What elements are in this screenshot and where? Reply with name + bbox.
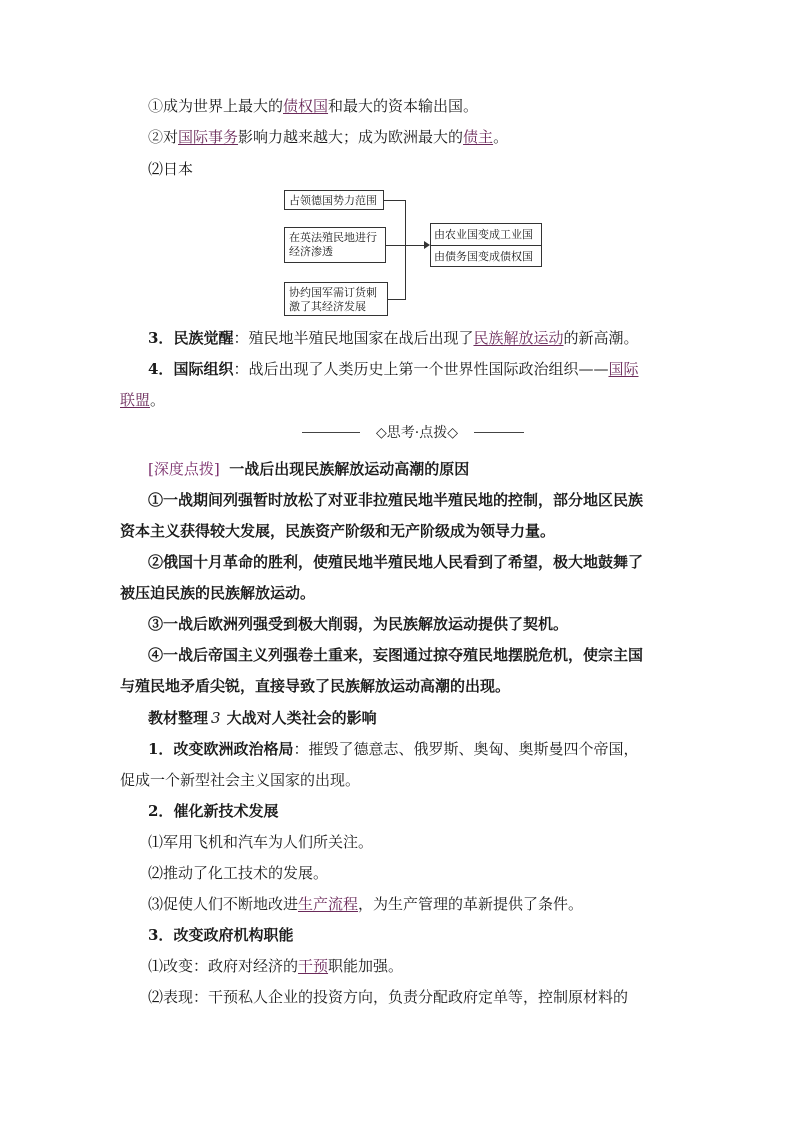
text-line [148, 127, 508, 147]
item-title: 民族觉醒 [173, 329, 234, 347]
section-heading [148, 708, 377, 728]
underlined-term: 国际事务 [178, 128, 239, 146]
diagram-result-2: 由债务国变成债权国 [434, 250, 533, 263]
item-number: 3． [148, 329, 174, 347]
text-line: ①一战期间列强暂时放松了对亚非拉殖民地半殖民地的控制，部分地区民族 [148, 491, 644, 509]
connector [405, 200, 406, 300]
text: ①成为世界上最大的 [148, 97, 284, 115]
text-line [148, 739, 638, 759]
text: ②对 [148, 128, 179, 146]
text-line [148, 328, 639, 348]
text-line: 被压迫民族的民族解放运动。 [120, 584, 316, 602]
text: ：摧毁了德意志、俄罗斯、奥匈、奥斯曼四个帝国， [293, 740, 639, 758]
text: ⑶促使人们不断地改进 [148, 895, 299, 913]
text: 大战对人类社会的影响 [226, 709, 377, 727]
text-line: ⑵日本 [148, 160, 194, 178]
item-title: 改变欧洲政治格局 [173, 740, 294, 758]
text: 和最大的资本输出国。 [328, 97, 479, 115]
section-divider-label: ◇思考·点拨◇ [376, 425, 458, 441]
diagram-box-right [430, 223, 542, 267]
diagram-box-left-1: 占领德国势力范围 [284, 190, 384, 210]
text-line: ⑵表现：干预私人企业的投资方向，负责分配政府定单等，控制原材料的 [148, 988, 629, 1006]
text-line: 促成一个新型社会主义国家的出现。 [120, 771, 361, 789]
underlined-term: 干预 [298, 957, 329, 975]
connector [388, 299, 405, 300]
text-line: ③一战后欧洲列强受到极大削弱，为民族解放运动提供了契机。 [148, 615, 569, 633]
underlined-term: 民族解放运动 [473, 329, 564, 347]
text: 3 [211, 709, 221, 727]
text-line: ⑵推动了化工技术的发展。 [148, 864, 329, 882]
text-line [148, 956, 403, 976]
text-line: ⑴军用飞机和汽车为人们所关注。 [148, 833, 374, 851]
text: 职能加强。 [328, 957, 404, 975]
text-line [120, 390, 165, 410]
diagram-box-left-2: 在英法殖民地进行经济渗透 [284, 227, 386, 263]
text-line [148, 359, 638, 379]
text-line [148, 459, 469, 479]
text: ，为生产管理的革新提供了条件。 [358, 895, 584, 913]
text-line: 资本主义获得较大发展，民族资产阶级和无产阶级成为领导力量。 [120, 522, 556, 540]
text-line: ②俄国十月革命的胜利，使殖民地半殖民地人民看到了希望，极大地鼓舞了 [148, 553, 644, 571]
item-title: 国际组织 [173, 360, 234, 378]
text-line: 与殖民地矛盾尖锐，直接导致了民族解放运动高潮的出现。 [120, 677, 511, 695]
item-number: 1． [148, 740, 174, 758]
connector [384, 200, 405, 201]
text: ⑴改变：政府对经济的 [148, 957, 299, 975]
text-line [148, 925, 293, 945]
divider-line [302, 432, 360, 433]
text-line [148, 96, 478, 116]
diagram-result-1: 由农业国变成工业国 [431, 224, 541, 246]
text-line: ④一战后帝国主义列强卷土重来，妄图通过掠夺殖民地摆脱危机，使宗主国 [148, 646, 644, 664]
text-line [148, 801, 278, 821]
diagram-box-left-3: 协约国军需订货刺激了其经济发展 [284, 282, 388, 316]
underlined-term: 债主 [463, 128, 494, 146]
text: 的新高潮。 [563, 329, 639, 347]
text-line [148, 894, 583, 914]
underlined-term: 生产流程 [298, 895, 359, 913]
underlined-term: 国际 [608, 360, 639, 378]
underlined-term: 联盟 [120, 391, 151, 409]
text: 教材整理 [148, 709, 209, 727]
divider-line [474, 432, 524, 433]
text: 。 [150, 391, 166, 409]
analysis-heading: 一战后出现民族解放运动高潮的原因 [229, 460, 470, 478]
item-title: 催化新技术发展 [173, 802, 279, 820]
item-title: 改变政府机构职能 [173, 926, 294, 944]
text: 。 [493, 128, 509, 146]
item-number: 4． [148, 360, 174, 378]
underlined-term: 债权国 [283, 97, 329, 115]
connector [386, 245, 405, 246]
text: ：战后出现了人类历史上第一个世界性国际政治组织—— [233, 360, 609, 378]
text: ：殖民地半殖民地国家在战后出现了 [233, 329, 474, 347]
item-number: 3． [148, 926, 174, 944]
analysis-tag: [深度点拨] [148, 460, 220, 478]
text: 影响力越来越大；成为欧洲最大的 [238, 128, 464, 146]
item-number: 2． [148, 802, 174, 820]
